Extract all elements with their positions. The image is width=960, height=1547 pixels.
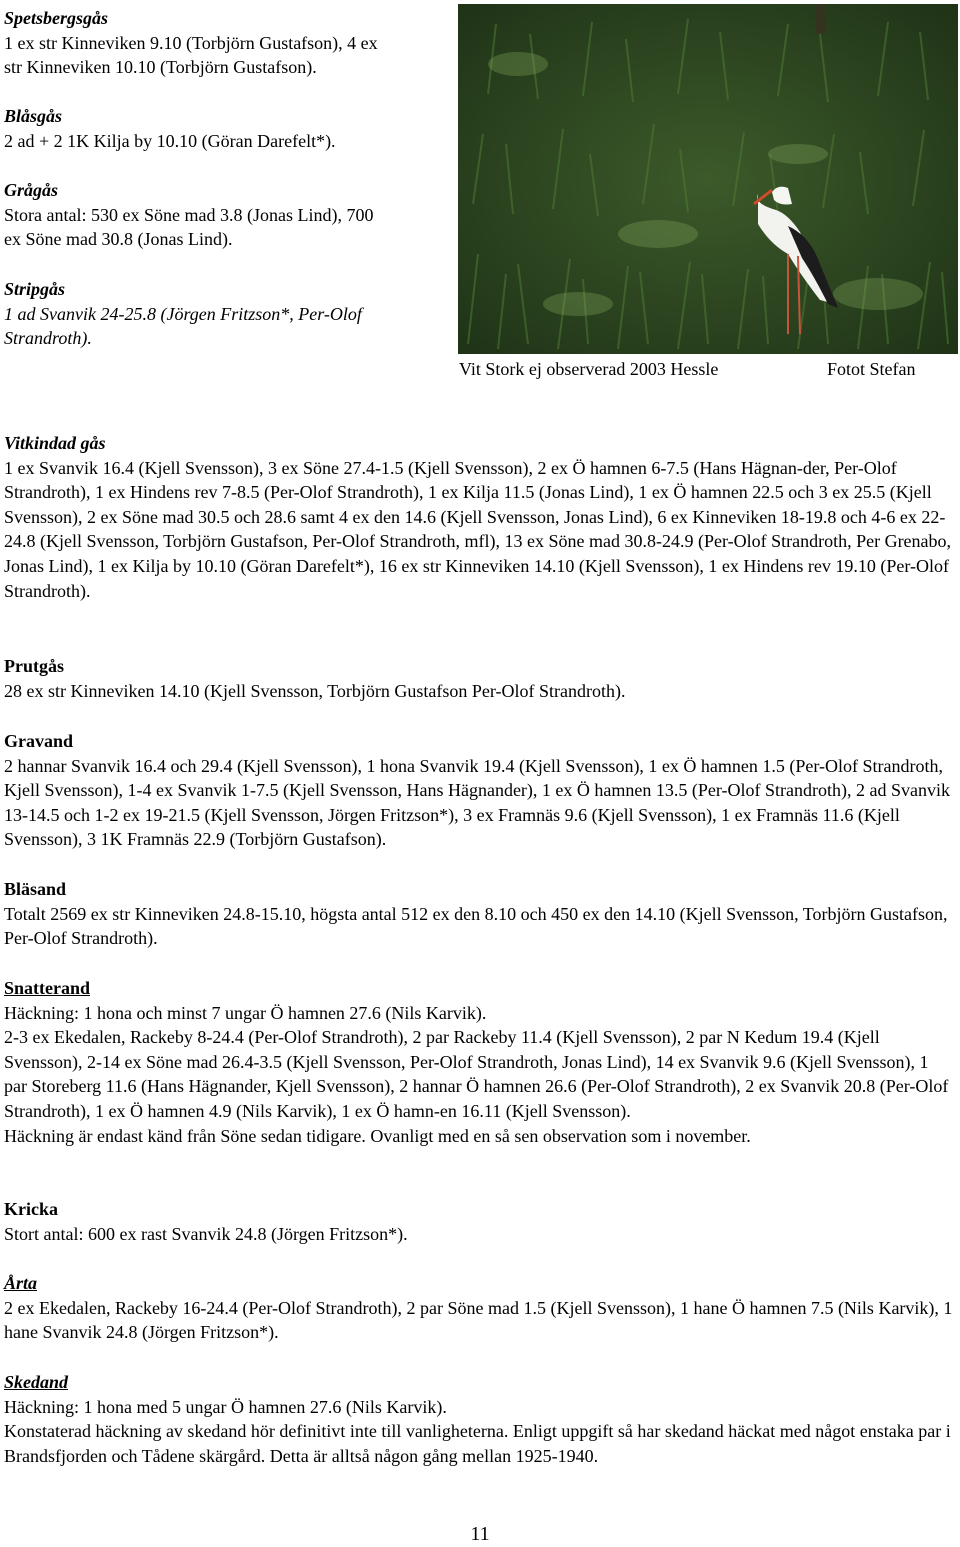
species-heading: Spetsbergsgås [4,8,109,28]
species-heading: Årta [4,1273,38,1293]
species-heading: Kricka [4,1199,58,1219]
species-heading: Blåsgås [4,106,63,126]
entry-blasand [4,877,954,951]
species-text-line: 1 ad Svanvik 24-25.8 (Jörgen Fritzson*, Per-Olof [4,303,362,324]
entry-blasgas [4,104,454,153]
species-text-line: ex Söne mad 30.8 (Jonas Lind). [4,229,233,250]
species-text-line: 1 ex str Kinneviken 9.10 (Torbjörn Gustafson), 4 ex [4,32,378,53]
entry-snatterand [4,976,954,1148]
species-heading: Bläsand [4,879,67,899]
species-text-line: Stora antal: 530 ex Söne mad 3.8 (Jonas Lind), 700 [4,204,374,225]
species-text: 1 ex Svanvik 16.4 (Kjell Svensson), 3 ex Söne 27.4-1.5 (Kjell Svensson), 2 ex Ö hamnen 6-7.5 (Hans Hägnan-der, Per-Olof Strandroth), 1 ex Hindens rev 7-8.5 (Per-Olof Strandroth), 1 ex Kilja 11.5 (Jonas Lind), 1 ex Ö hamnen 22.5 och 3 ex 25.5 (Kjell Svensson), 2 ex Söne mad 30.5 och 28.6 samt 4 ex den 14.6 (Kjell Svensson, Jonas Lind), 6 ex Kinneviken 18-19.8 och 4-6 ex 22-24.8 (Kjell Svensson, Torbjörn Gustafson, Per-Olof Strandroth, mfl), 13 ex Söne mad 30.8-24.9 (Per-Olof Strandroth, Per Grenabo, Jonas Lind), 1 ex Kilja by 10.10 (Göran Darefelt*), 16 ex str Kinneviken 14.10 (Kjell Svensson), 1 ex Hindens rev 19.10 (Per-Olof Strandroth). [4,457,952,601]
species-heading: Grågås [4,180,59,200]
entry-vitkindad-gas [4,431,954,603]
species-text: 2-3 ex Ekedalen, Rackeby 8-24.4 (Per-Olof Strandroth), 2 par Rackeby 11.4 (Kjell Svensson), 2 par N Kedum 19.4 (Kjell Svensson), 2-14 ex Söne mad 26.4-3.5 (Kjell Svensson, Per-Olof Strandroth, Jonas Lind), 14 ex Svanvik 9.6 (Kjell Svensson), 1 par Storeberg 11.6 (Hans Hägnander, Kjell Svensson), 2 hannar Ö hamnen 26.6 (Per-Olof Strandroth), 2 ex Svanvik 20.8 (Per-Olof Strandroth), 1 ex Ö hamnen 4.9 (Nils Karvik), 1 ex Ö hamn-en 16.11 (Kjell Svensson). [4,1027,949,1121]
species-heading: Stripgås [4,279,66,299]
photo-caption: Vit Stork ej observerad 2003 Hessle [459,359,719,379]
species-text: Konstaterad häckning av skedand hör definitivt inte till vanligheterna. Enligt uppgift så har skedand häckat med något enstaka par i Brandsfjorden och Tådene skärgård. Detta är alltså någon gång mellan 1925-1940. [4,1421,951,1466]
entry-arta [4,1271,954,1345]
white-stork-photo-icon [458,4,958,354]
entry-stripgas [4,277,454,351]
species-text-line: 2 ad + 2 1K Kilja by 10.10 (Göran Darefelt*). [4,130,336,151]
entry-skedand [4,1370,954,1468]
species-heading: Vitkindad gås [4,433,106,453]
species-heading: Prutgås [4,656,64,676]
species-text: Häckning: 1 hona och minst 7 ungar Ö hamnen 27.6 (Nils Karvik). [4,1002,487,1023]
species-text-line: str Kinneviken 10.10 (Torbjörn Gustafson). [4,57,317,78]
species-heading: Snatterand [4,978,91,998]
entry-prutgas [4,654,954,703]
species-text: 2 ex Ekedalen, Rackeby 16-24.4 (Per-Olof Strandroth), 2 par Söne mad 1.5 (Kjell Svensson), 1 hane Ö hamnen 7.5 (Nils Karvik), 1 hane Svanvik 24.8 (Jörgen Fritzson*). [4,1297,953,1343]
species-heading: Skedand [4,1372,69,1392]
species-heading: Gravand [4,731,74,751]
entry-gragas [4,178,454,252]
photo-credit: Fotot Stefan [827,359,916,379]
entry-gravand [4,729,954,852]
species-text: Totalt 2569 ex str Kinneviken 24.8-15.10, högsta antal 512 ex den 8.10 och 450 ex den 14.10 (Kjell Svensson, Torbjörn Gustafson, Per-Olof Strandroth). [4,903,948,949]
page-number: 11 [470,1523,490,1545]
entry-spetsbergsgas [4,6,454,80]
species-text: 28 ex str Kinneviken 14.10 (Kjell Svensson, Torbjörn Gustafson Per-Olof Strandroth). [4,680,626,701]
species-text: Häckning: 1 hona med 5 ungar Ö hamnen 27.6 (Nils Karvik). [4,1396,447,1417]
species-text: 2 hannar Svanvik 16.4 och 29.4 (Kjell Svensson), 1 hona Svanvik 19.4 (Kjell Svensson), 1 ex Ö hamnen 1.5 (Per-Olof Strandroth, Kjell Svensson), 1-4 ex Svanvik 1-7.5 (Kjell Svensson, Hans Hägnander), 1 ex Ö hamnen 13.5 (Per-Olof Strandroth), 2 ad Svanvik 13-14.5 och 1-2 ex 19-21.5 (Kjell Svensson, Jörgen Fritzson*), 3 ex Framnäs 9.6 (Kjell Svensson), 1 ex Framnäs 11.6 (Kjell Svensson), 3 1K Framnäs 22.9 (Torbjörn Gustafson). [4,755,950,850]
species-text: Stort antal: 600 ex rast Svanvik 24.8 (Jörgen Fritzson*). [4,1223,408,1244]
entry-kricka [4,1197,954,1246]
species-text: Häckning är endast känd från Söne sedan tidigare. Ovanligt med en så sen observation som i november. [4,1125,751,1146]
species-text-line: Strandroth). [4,328,92,349]
white-stork-photo [458,4,958,354]
